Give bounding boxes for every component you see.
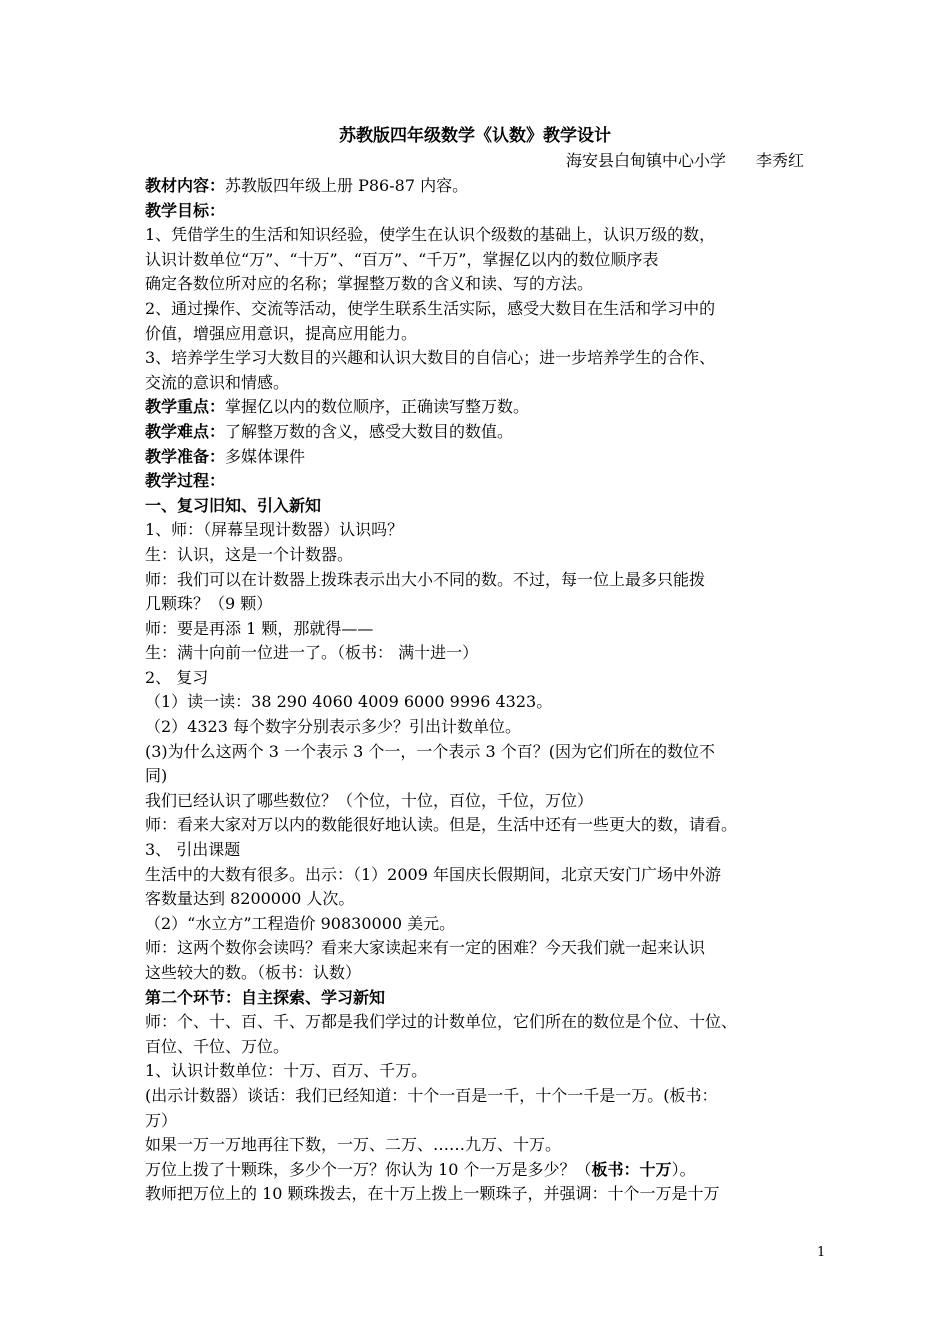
line-text: 客数量达到 8200000 人次。 [145,889,355,909]
body-line [145,322,805,347]
body-line [145,740,805,765]
body-line [145,346,805,371]
document-title: 苏教版四年级数学《认数》教学设计 [339,126,611,146]
body-line [145,445,805,470]
body-line [145,863,805,888]
author-school: 海安县白甸镇中心小学 [565,151,726,170]
body-line [145,912,805,937]
author-name: 李秀红 [755,151,804,170]
line-text: 几颗珠？（9 颗） [145,594,273,614]
section-label: 第二个环节：自主探索、学习新知 [145,987,386,1007]
document-body [145,174,805,1207]
body-line [145,1059,805,1084]
body-line [145,420,805,445]
line-text: （2）“水立方”工程造价 90830000 美元。 [145,913,456,933]
body-line [145,248,805,273]
line-text: 苏教版四年级上册 P86-87 内容。 [225,176,469,195]
line-text: 万） [145,1110,178,1130]
body-line [145,789,805,814]
bold-note: 板书：十万 [591,1159,672,1179]
line-text: 万位上拨了十颗珠，多少个一万？你认为 10 个一万是多少？（ [145,1159,592,1179]
body-line [145,838,805,863]
line-text: 2、 复习 [145,667,209,687]
line-text: 3、 引出课题 [145,840,241,860]
line-text: 师：看来大家对万以内的数能很好地认读。但是，生活中还有一些更大的数，请看。 [145,815,738,835]
body-line [145,543,805,568]
body-line [145,617,805,642]
body-line [145,174,805,199]
body-line [145,1010,805,1035]
line-text: 同) [145,766,168,786]
body-line [145,371,805,396]
line-text: （1）读一读：38 290 4060 4009 6000 9996 4323。 [145,692,553,712]
line-text: 价值，增强应用意识，提高应用能力。 [145,323,418,343]
line-text: 师：这两个数你会读吗？看来大家读起来有一定的困难？今天我们就一起来认识 [145,938,706,958]
author-line [566,149,804,173]
section-label: 教学重点： [145,397,226,417]
body-line [145,641,805,666]
line-text: 1、认识计数单位：十万、百万、千万。 [145,1061,428,1081]
body-line [145,568,805,593]
section-label: 教学目标： [145,200,226,220]
body-line [145,936,805,961]
body-line [145,199,805,224]
line-text: 1、师：（屏幕呈现计数器）认识吗？ [145,520,404,540]
line-text: 1、凭借学生的生活和知识经验，使学生在认识个级数的基础上，认识万级的数， [145,225,716,245]
page-number: 1 [817,1245,826,1260]
section-label: 教学难点： [145,421,226,441]
section-label: 教材内容： [145,176,226,195]
line-text: (出示计数器）谈话：我们已经知道：十个一百是一千，十个一千是一万。(板书： [145,1085,718,1105]
line-text: 如果一万一万地再往下数，一万、二万、……九万、十万。 [145,1135,562,1155]
body-line [145,1084,805,1109]
section-label: 教学过程： [145,471,226,491]
body-line [145,395,805,420]
line-text: 教师把万位上的 10 颗珠拨去，在十万上拨上一颗珠子，并强调：十个一万是十万 [145,1184,720,1204]
line-text: 多媒体课件 [225,446,306,466]
line-text: 交流的意识和情感。 [145,372,290,392]
line-text: 这些较大的数。（板书：认数） [145,963,362,982]
body-line [145,715,805,740]
line-text: 生：满十向前一位进一了。（板书： 满十进一） [145,643,479,663]
body-line [145,494,805,519]
line-text: 了解整万数的含义，感受大数目的数值。 [225,421,514,441]
line-text: （2）4323 每个数字分别表示多少？引出计数单位。 [145,717,521,737]
line-text: 生活中的大数有很多。出示：（1）2009 年国庆长假期间，北京天安门广场中外游 [145,864,721,884]
line-text: 师：要是再添 1 颗，那就得—— [145,618,374,638]
line-text: (3)为什么这两个 3 一个表示 3 个一，一个表示 3 个百？(因为它们所在的数位不 [145,741,715,761]
section-label: 一、复习旧知、引入新知 [145,495,322,515]
line-text: 2、通过操作、交流等活动，使学生联系生活实际，感受大数目在生活和学习中的 [145,298,716,318]
body-line [145,961,805,986]
line-text: 3、培养学生学习大数目的兴趣和认识大数目的自信心；进一步培养学生的合作、 [145,348,716,368]
body-line [145,469,805,494]
body-line [145,223,805,248]
body-line [145,518,805,543]
line-text: 认识计数单位“万”、“十万”、“百万”、“千万”，掌握亿以内的数位顺序表 [145,249,659,269]
body-line [145,813,805,838]
line-text: 师：我们可以在计数器上拨珠表示出大小不同的数。不过，每一位上最多只能拨 [145,569,706,589]
line-text: 百位、千位、万位。 [145,1036,290,1056]
line-text: 生：认识，这是一个计数器。 [145,544,354,564]
body-line [145,297,805,322]
body-line [145,272,805,297]
line-text: 确定各数位所对应的名称；掌握整万数的含义和读、写的方法。 [145,274,594,294]
body-line [145,592,805,617]
body-line [145,690,805,715]
body-line [145,1182,805,1207]
line-text: 掌握亿以内的数位顺序，正确读写整万数。 [225,397,530,417]
line-text: 我们已经认识了哪些数位？（个位，十位，百位，千位，万位） [145,790,594,810]
body-line [145,986,805,1011]
body-line [145,1035,805,1060]
line-text: 师：个、十、百、千、万都是我们学过的计数单位，它们所在的数位是个位、十位、 [145,1012,738,1032]
section-label: 教学准备： [145,446,226,466]
body-line [145,666,805,691]
body-line [145,1158,805,1183]
body-line [145,887,805,912]
body-line [145,1133,805,1158]
line-tail: ）。 [671,1159,696,1179]
body-line [145,764,805,789]
body-line [145,1109,805,1134]
